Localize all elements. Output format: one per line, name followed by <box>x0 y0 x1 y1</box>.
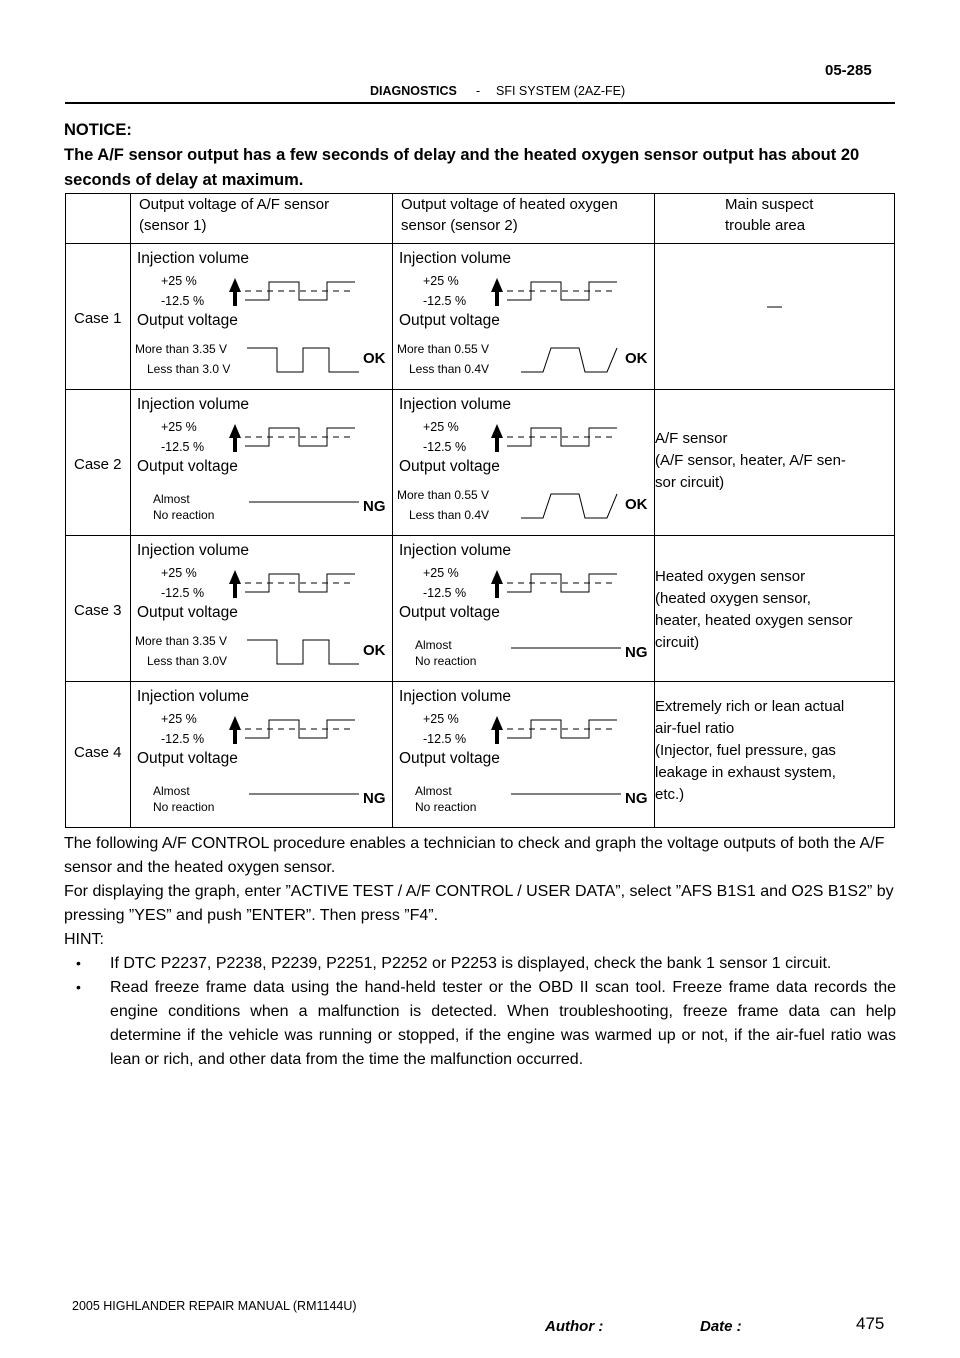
af-sensor-cell <box>131 536 393 682</box>
case-cell <box>66 390 131 536</box>
suspect-line: circuit) <box>655 634 700 651</box>
suspect-line: leakage in exhaust system, <box>655 764 836 781</box>
suspect-line: heater, heated oxygen sensor <box>655 612 853 629</box>
case3-af-arrow-head <box>229 570 241 584</box>
case4-ho2-arrow-head <box>491 716 503 730</box>
suspect-cell <box>655 536 895 682</box>
case3-ho2-minus-12-5: -12.5 % <box>423 586 467 600</box>
case3-ho2-result: NG <box>625 644 648 661</box>
case2-af-graph <box>131 390 392 534</box>
case2-ho2-arrow-head <box>491 424 503 438</box>
case-label: Case 1 <box>74 310 122 327</box>
case1-af-graph <box>131 244 392 388</box>
case-cell <box>66 244 131 390</box>
suspect-line: Extremely rich or lean actual <box>655 698 845 715</box>
case1-ho2-minus-12-5: -12.5 % <box>423 294 467 308</box>
case3-ho2-injection-label: Injection volume <box>399 542 512 559</box>
ho2-sensor-cell <box>393 682 655 828</box>
case1-ho2-arrow-head <box>491 278 503 292</box>
case4-af-level-low: No reaction <box>153 800 215 814</box>
bullet-1-marker: • <box>76 955 81 971</box>
af-sensor-cell <box>131 682 393 828</box>
case4-ho2-plus-25: +25 % <box>423 712 459 726</box>
case-label: Case 3 <box>74 602 122 619</box>
suspect-line: (A/F sensor, heater, A/F sen- <box>655 452 846 469</box>
header-af-sensor: Output voltage of A/F sensor (sensor 1) <box>131 194 393 244</box>
case1-af-waveform <box>131 244 393 388</box>
suspect-line: Heated oxygen sensor <box>655 568 806 585</box>
case3-ho2-level-low: No reaction <box>415 654 477 668</box>
notice-text: The A/F sensor output has a few seconds of delay and the heated oxygen sensor output has about 20 seconds of delay at maximum. <box>64 146 860 189</box>
notice-block <box>64 118 894 193</box>
suspect-line: sor circuit) <box>655 474 725 491</box>
case2-af-level-high: Almost <box>153 492 190 506</box>
case2-ho2-waveform <box>393 390 655 534</box>
suspect-cell <box>655 682 895 828</box>
case2-ho2-graph <box>393 390 654 534</box>
case3-af-injection-label: Injection volume <box>137 542 250 559</box>
case1-af-level-low: Less than 3.0 V <box>147 362 231 376</box>
case4-af-output-label: Output voltage <box>137 750 238 767</box>
case2-af-injection-label: Injection volume <box>137 396 250 413</box>
case4-af-minus-12-5: -12.5 % <box>161 732 205 746</box>
system-title: SFI SYSTEM (2AZ-FE) <box>496 84 626 98</box>
case-label: Case 4 <box>74 744 122 761</box>
header-rule <box>65 102 895 104</box>
case2-ho2-output-label: Output voltage <box>399 458 500 475</box>
table-row <box>66 244 895 390</box>
case2-af-arrow-head <box>229 424 241 438</box>
case4-af-arrow-head <box>229 716 241 730</box>
case2-ho2-plus-25: +25 % <box>423 420 459 434</box>
af-sensor-cell <box>131 244 393 390</box>
case2-af-result: NG <box>363 498 386 515</box>
case4-af-injection-label: Injection volume <box>137 688 250 705</box>
case3-ho2-graph <box>393 536 654 680</box>
case4-ho2-minus-12-5: -12.5 % <box>423 732 467 746</box>
case3-af-level-high: More than 3.35 V <box>135 634 228 648</box>
case3-ho2-plus-25: +25 % <box>423 566 459 580</box>
case-cell <box>66 682 131 828</box>
case3-af-output-label: Output voltage <box>137 604 238 621</box>
suspect-cell <box>655 244 895 390</box>
footer-page-number: 475 <box>856 1314 885 1333</box>
case2-ho2-level-low: Less than 0.4V <box>409 508 490 522</box>
date-label: Date : <box>700 1318 742 1335</box>
case3-af-output-wave <box>247 640 359 664</box>
case-cell <box>66 536 131 682</box>
case4-af-result: NG <box>363 790 386 807</box>
header-suspect-area: Main suspect trouble area <box>655 194 895 244</box>
case1-ho2-result: OK <box>625 350 648 367</box>
case2-ho2-injection-label: Injection volume <box>399 396 512 413</box>
case4-af-waveform <box>131 682 393 826</box>
paragraph-graph-display: For displaying the graph, enter ”ACTIVE TEST / A/F CONTROL / USER DATA”, select ”AFS B1S1 and O2S B1S2” by pressing ”YES” and push ”ENTER”. Then press ”F4”. <box>64 883 894 924</box>
case3-af-graph <box>131 536 392 680</box>
hint-label: HINT: <box>64 931 104 948</box>
case1-af-output-wave <box>247 348 359 372</box>
case2-af-minus-12-5: -12.5 % <box>161 440 205 454</box>
manual-title: 2005 HIGHLANDER REPAIR MANUAL (RM1144U) <box>72 1299 357 1313</box>
case4-af-level-high: Almost <box>153 784 190 798</box>
case4-ho2-level-high: Almost <box>415 784 452 798</box>
case1-af-minus-12-5: -12.5 % <box>161 294 205 308</box>
header-ho2-sensor: Output voltage of heated oxygen sensor (sensor 2) <box>393 194 655 244</box>
case1-af-level-high: More than 3.35 V <box>135 342 228 356</box>
case-label: Case 2 <box>74 456 122 473</box>
case1-af-plus-25: +25 % <box>161 274 197 288</box>
case3-ho2-waveform <box>393 536 655 680</box>
suspect-line: A/F sensor <box>655 430 728 447</box>
case1-ho2-waveform <box>393 244 655 388</box>
suspect-line: (Injector, fuel pressure, gas <box>655 742 836 759</box>
case1-ho2-level-low: Less than 0.4V <box>409 362 490 376</box>
bullet-2-marker: • <box>76 979 81 995</box>
case2-ho2-result: OK <box>625 496 648 513</box>
case1-af-arrow-head <box>229 278 241 292</box>
table-row <box>66 682 895 828</box>
case2-af-waveform <box>131 390 393 534</box>
page-number: 05-285 <box>825 62 872 79</box>
suspect-line: air-fuel ratio <box>655 720 735 737</box>
table-row <box>66 536 895 682</box>
case4-ho2-graph <box>393 682 654 826</box>
case4-af-plus-25: +25 % <box>161 712 197 726</box>
case4-ho2-result: NG <box>625 790 648 807</box>
case4-ho2-output-label: Output voltage <box>399 750 500 767</box>
ho2-sensor-cell <box>393 390 655 536</box>
case4-ho2-waveform <box>393 682 655 826</box>
case1-af-output-label: Output voltage <box>137 312 238 329</box>
suspect-cell <box>655 390 895 536</box>
case1-ho2-graph <box>393 244 654 388</box>
case1-af-result: OK <box>363 350 386 367</box>
case4-af-graph <box>131 682 392 826</box>
case3-ho2-arrow-head <box>491 570 503 584</box>
case4-ho2-injection-label: Injection volume <box>399 688 512 705</box>
af-sensor-cell <box>131 390 393 536</box>
case3-af-plus-25: +25 % <box>161 566 197 580</box>
bullet-1-text: If DTC P2237, P2238, P2239, P2251, P2252 or P2253 is displayed, check the bank 1 sensor 1 circuit. <box>110 955 832 972</box>
bullet-2-text: Read freeze frame data using the hand-held tester or the OBD II scan tool. Freeze frame data records the engine conditions when a malfunction is detected. When troubleshooting, freeze frame data can help determine if the vehicle was running or stopped, if the engine was warmed up or not, if the air-fuel ratio was lean or rich, and other data from the time the malfunction occurred. <box>110 979 896 1068</box>
case2-af-plus-25: +25 % <box>161 420 197 434</box>
case3-ho2-level-high: Almost <box>415 638 452 652</box>
case1-af-injection-label: Injection volume <box>137 250 250 267</box>
header-separator: - <box>476 84 481 98</box>
case3-af-level-low: Less than 3.0V <box>147 654 228 668</box>
case1-ho2-injection-label: Injection volume <box>399 250 512 267</box>
paragraph-af-control: The following A/F CONTROL procedure enables a technician to check and graph the voltage outputs of both the A/F sensor and the heated oxygen sensor. <box>64 835 885 876</box>
suspect-line: (heated oxygen sensor, <box>655 590 811 607</box>
case2-ho2-level-high: More than 0.55 V <box>397 488 490 502</box>
case3-ho2-output-label: Output voltage <box>399 604 500 621</box>
case2-af-output-label: Output voltage <box>137 458 238 475</box>
case1-ho2-level-high: More than 0.55 V <box>397 342 490 356</box>
case3-af-result: OK <box>363 642 386 659</box>
section-title: DIAGNOSTICS <box>370 84 457 98</box>
table-header-row <box>66 194 895 244</box>
case1-ho2-output-wave <box>521 348 617 372</box>
case2-ho2-output-wave <box>521 494 617 518</box>
notice-title: NOTICE: <box>64 121 132 139</box>
diagnosis-table <box>65 193 895 828</box>
suspect-line: — <box>767 298 782 315</box>
suspect-line: etc.) <box>655 786 685 803</box>
case1-ho2-plus-25: +25 % <box>423 274 459 288</box>
case2-af-level-low: No reaction <box>153 508 215 522</box>
case1-ho2-output-label: Output voltage <box>399 312 500 329</box>
case2-ho2-minus-12-5: -12.5 % <box>423 440 467 454</box>
case4-ho2-level-low: No reaction <box>415 800 477 814</box>
ho2-sensor-cell <box>393 536 655 682</box>
case3-af-waveform <box>131 536 393 680</box>
ho2-sensor-cell <box>393 244 655 390</box>
author-label: Author : <box>545 1318 604 1335</box>
header-blank-cell <box>66 194 131 244</box>
table-row <box>66 390 895 536</box>
case3-af-minus-12-5: -12.5 % <box>161 586 205 600</box>
